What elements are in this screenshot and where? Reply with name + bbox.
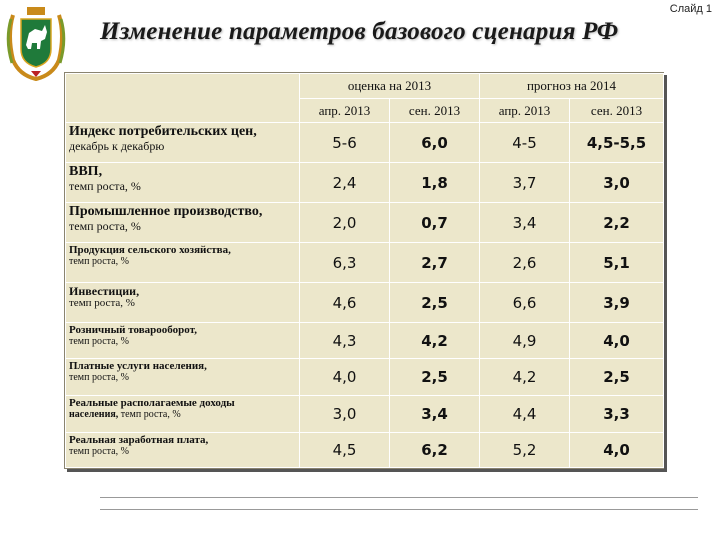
indicator-unit: темп роста, % — [69, 371, 129, 383]
value-cell: 1,8 — [390, 163, 480, 203]
value-cell: 3,0 — [300, 396, 390, 433]
value-cell: 5-6 — [300, 123, 390, 163]
table-row — [66, 396, 664, 433]
value-cell: 2,6 — [480, 243, 570, 283]
value-cell: 3,4 — [390, 396, 480, 433]
table-row — [66, 283, 664, 323]
subheader: апр. 2013 — [300, 99, 390, 123]
indicator-name: Платные услуги населения, — [69, 360, 207, 372]
indicator-name: ВВП, — [69, 164, 103, 179]
value-cell: 5,2 — [480, 433, 570, 468]
value-cell: 4-5 — [480, 123, 570, 163]
group-header-forecast: прогноз на 2014 — [480, 74, 664, 99]
indicator-unit: темп роста, % — [69, 335, 129, 347]
row-label — [66, 359, 300, 396]
indicator-unit: темп роста, % — [69, 255, 129, 267]
row-label — [66, 433, 300, 468]
indicator-unit — [69, 410, 296, 421]
value-cell: 6,3 — [300, 243, 390, 283]
indicator-unit: темп роста, % — [69, 218, 141, 233]
value-cell: 2,7 — [390, 243, 480, 283]
value-cell: 2,5 — [390, 359, 480, 396]
table-row — [66, 123, 664, 163]
table-row — [66, 203, 664, 243]
indicator-unit: темп роста, % — [69, 296, 135, 309]
indicator-name: Розничный товарооборот, — [69, 324, 197, 336]
indicator-unit: декабрь к декабрю — [69, 138, 165, 153]
header-corner — [66, 74, 300, 123]
indicator-name: Реальные располагаемые доходы — [69, 397, 235, 409]
row-label — [66, 283, 300, 323]
value-cell: 6,2 — [390, 433, 480, 468]
value-cell: 4,2 — [390, 323, 480, 359]
row-label — [66, 123, 300, 163]
subheader: апр. 2013 — [480, 99, 570, 123]
scenario-table — [64, 72, 664, 469]
value-cell: 2,5 — [570, 359, 664, 396]
coat-of-arms-emblem — [5, 5, 67, 81]
indicator-name-cont: населения, — [69, 408, 119, 420]
value-cell: 4,0 — [570, 323, 664, 359]
footer-divider — [100, 509, 698, 510]
group-header-estimate: оценка на 2013 — [300, 74, 480, 99]
value-cell: 6,6 — [480, 283, 570, 323]
value-cell: 4,5-5,5 — [570, 123, 664, 163]
value-cell: 4,2 — [480, 359, 570, 396]
table-row — [66, 163, 664, 203]
row-label — [66, 203, 300, 243]
value-cell: 2,5 — [390, 283, 480, 323]
value-cell: 3,4 — [480, 203, 570, 243]
table-row — [66, 323, 664, 359]
value-cell: 4,6 — [300, 283, 390, 323]
subheader: сен. 2013 — [570, 99, 664, 123]
value-cell: 3,7 — [480, 163, 570, 203]
value-cell: 2,4 — [300, 163, 390, 203]
indicator-unit: темп роста, % — [69, 178, 141, 193]
table-row — [66, 359, 664, 396]
row-label — [66, 163, 300, 203]
value-cell: 3,3 — [570, 396, 664, 433]
indicator-unit-text: темп роста, % — [120, 408, 181, 420]
value-cell: 4,5 — [300, 433, 390, 468]
row-label — [66, 323, 300, 359]
footer-divider — [100, 497, 698, 498]
indicator-name: Промышленное производство, — [69, 204, 263, 219]
slide-number: Слайд 1 — [669, 3, 712, 15]
table-row — [66, 433, 664, 468]
value-cell: 4,4 — [480, 396, 570, 433]
value-cell: 2,2 — [570, 203, 664, 243]
value-cell: 0,7 — [390, 203, 480, 243]
value-cell: 6,0 — [390, 123, 480, 163]
table-row — [66, 243, 664, 283]
value-cell: 3,0 — [570, 163, 664, 203]
row-label — [66, 243, 300, 283]
subheader: сен. 2013 — [390, 99, 480, 123]
value-cell: 5,1 — [570, 243, 664, 283]
indicator-name: Продукция сельского хозяйства, — [69, 244, 231, 256]
value-cell: 4,0 — [300, 359, 390, 396]
indicator-name: Инвестиции, — [69, 284, 140, 298]
value-cell: 3,9 — [570, 283, 664, 323]
indicator-name: Реальная заработная плата, — [69, 434, 209, 446]
value-cell: 4,3 — [300, 323, 390, 359]
value-cell: 2,0 — [300, 203, 390, 243]
slide-title: Изменение параметров базового сценария РФ — [100, 18, 619, 45]
indicator-unit: темп роста, % — [69, 445, 129, 457]
indicator-name: Индекс потребительских цен, — [69, 124, 257, 139]
value-cell: 4,9 — [480, 323, 570, 359]
value-cell: 4,0 — [570, 433, 664, 468]
row-label — [66, 396, 300, 433]
